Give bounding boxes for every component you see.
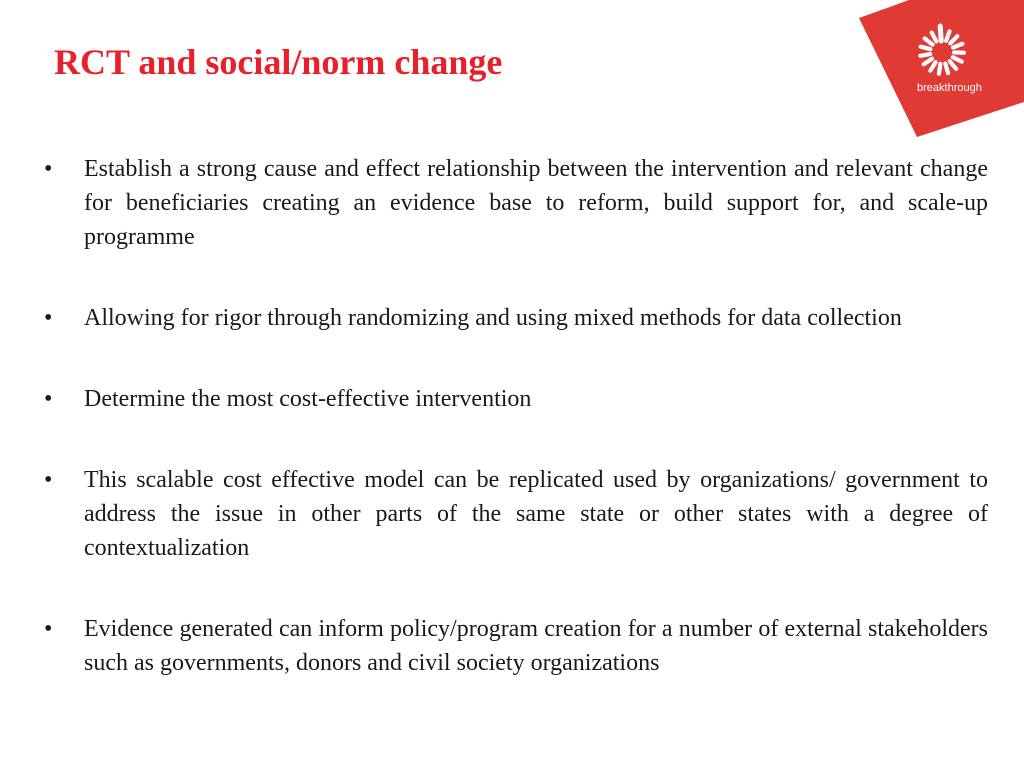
bullet-item — [44, 382, 988, 416]
bullet-text: This scalable cost effective model can be replicated used by organizations/ government to address the issue in other parts of the same state or other states with a degree of contextualization — [84, 467, 988, 561]
breakthrough-logo — [859, 0, 1024, 137]
bullet-item — [44, 612, 988, 680]
bullet-text: Allowing for rigor through randomizing and using mixed methods for data collection — [84, 305, 902, 331]
bullet-marker: • — [44, 305, 53, 331]
bullet-text: Determine the most cost-effective intervention — [84, 386, 532, 412]
bullet-list — [44, 152, 988, 680]
bullet-marker: • — [44, 156, 53, 182]
bullet-item — [44, 463, 988, 565]
logo-text: breakthrough — [917, 82, 982, 94]
bullet-text: Evidence generated can inform policy/program creation for a number of external stakeholders such as governments, donors and civil society organizations — [84, 616, 988, 676]
bullet-marker: • — [44, 616, 53, 642]
slide-title: RCT and social/norm change — [54, 42, 503, 82]
bullet-marker: • — [44, 386, 53, 412]
bullet-text: Establish a strong cause and effect relationship between the intervention and relevant change for beneficiaries creating an evidence base to reform, build support for, and scale-up programme — [84, 156, 988, 250]
bullet-item — [44, 301, 988, 335]
bullet-marker: • — [44, 467, 53, 493]
bullet-item — [44, 152, 988, 254]
